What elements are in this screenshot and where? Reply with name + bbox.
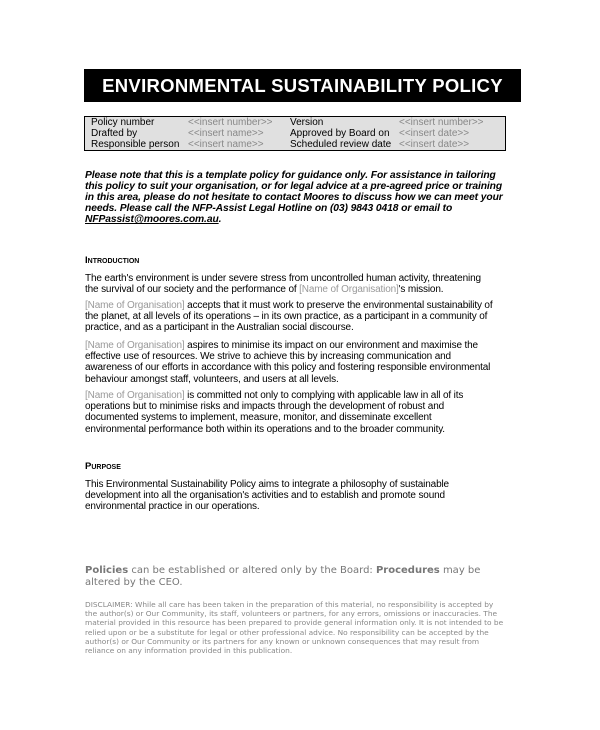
disclaimer: DISCLAIMER: While all care has been taken in the preparation of this material, no responsibility is accepted by the author(s) or Our Community, its staff, volunteers or partners, for any errors, omissions or inaccuracies. The material provided in this resource has been prepared to provide general information only. It is not intended to be relied upon or be a substitute for legal or other professional advice. No responsibility can be accepted by the author(s) or Our Community or its partners for any known or unknown consequences that may result from reliance on any information provided in this publication. (85, 600, 504, 656)
meta-row (85, 139, 505, 150)
document-title: ENVIRONMENTAL SUSTAINABILITY POLICY (84, 69, 521, 102)
section-heading-purpose: Purpose (85, 461, 121, 472)
note-text: Please note that this is a template policy for guidance only. For assistance in tailoring this policy to suit your organisation, or for legal advice at a pre-agreed price or training in this area, please do not hesitate to contact Moores to discuss how we can meet your needs. Please call the NFP-Assist Legal Hotline on (03) 9843 0418 or email to (85, 170, 503, 214)
text: can be established or altered only by the Board: (128, 565, 376, 576)
placeholder: [Name of Organisation] (85, 300, 185, 311)
policy-metadata-table (84, 116, 506, 151)
email-link[interactable]: NFPassist@moores.com.au (85, 214, 219, 225)
intro-paragraph (85, 273, 495, 295)
placeholder: [Name of Organisation] (85, 340, 185, 351)
meta-value: <<insert name>> (188, 139, 264, 150)
meta-label: Responsible person (91, 139, 180, 150)
text: Procedures (375, 565, 440, 576)
text: may be altered by the CEO. (85, 565, 481, 588)
text: 's mission. (398, 284, 444, 296)
meta-value: <<insert date>> (399, 139, 470, 150)
purpose-paragraph: This Environmental Sustainability Policy aims to integrate a philosophy of sustainable development into all the organisation's activities and to establish and promote sound environmental practice in our operations. (85, 479, 449, 513)
meta-row (85, 117, 505, 128)
meta-value: <<insert name>> (188, 128, 264, 139)
meta-label: Policy number (91, 117, 155, 128)
note-end: . (218, 214, 222, 225)
meta-value: <<insert number>> (399, 117, 484, 128)
section-heading-introduction: Introduction (85, 255, 140, 266)
governance-note (85, 565, 505, 588)
intro-paragraph (85, 390, 495, 435)
meta-row (85, 128, 505, 139)
text: Policies (85, 565, 129, 576)
text: accepts that it must work to preserve the environmental sustainability of the planet, at all levels of its operations – in its own practice, as a participant in a community of practice, and as a participant in the Australian social discourse. (85, 300, 493, 334)
meta-label: Drafted by (91, 128, 138, 139)
text: The earth's environment is under severe stress from uncontrolled human activity, threatening the survival of our society and the performance of (85, 273, 481, 296)
meta-label: Version (290, 117, 324, 128)
placeholder: [Name of Organisation] (85, 390, 185, 401)
template-note (85, 170, 505, 225)
intro-paragraph (85, 340, 495, 385)
text: aspires to minimise its impact on our environment and maximise the effective use of resources. We strive to achieve this by increasing communication and awareness of our efforts in accordance with this policy and fostering responsible environmental behaviour amongst staff, volunteers, and users at all levels. (85, 340, 491, 385)
meta-value: <<insert date>> (399, 128, 470, 139)
meta-label: Approved by Board on (290, 128, 390, 139)
meta-value: <<insert number>> (188, 117, 273, 128)
intro-paragraph (85, 300, 495, 334)
text: is committed not only to complying with applicable law in all of its operations but to minimise risks and impacts through the development of robust and documented systems to implement, measure, monitor, and disseminate excellent environmental performance both within its operations and to the broader community. (85, 390, 464, 435)
meta-label: Scheduled review date (290, 139, 392, 150)
placeholder: [Name of Organisation] (299, 284, 399, 296)
